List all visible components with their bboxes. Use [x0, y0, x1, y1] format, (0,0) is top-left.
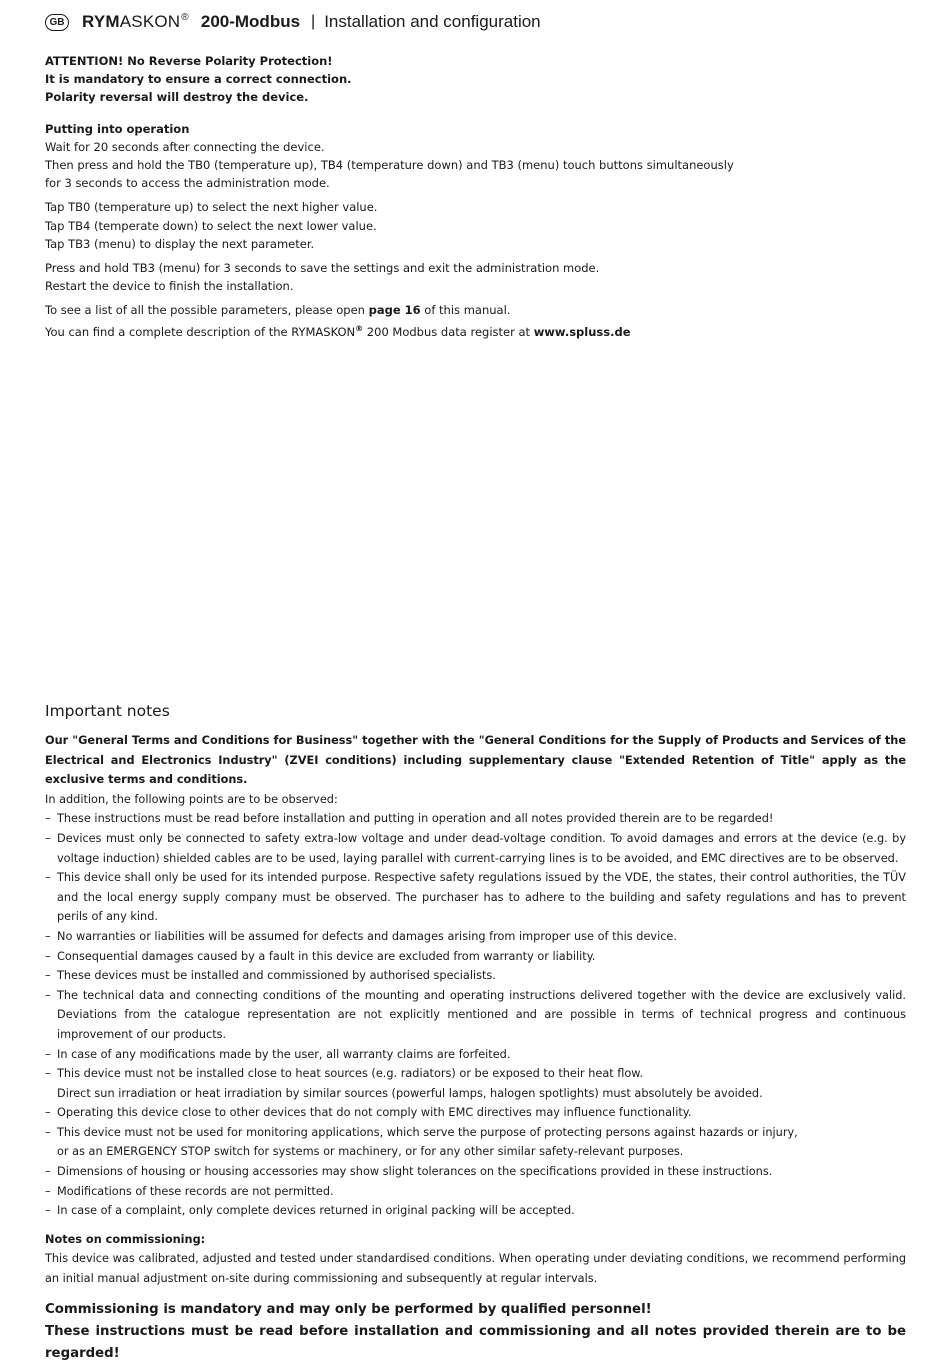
list-item: – No warranties or liabilities will be assumed for defects and damages arising from improper use of this device. — [45, 929, 677, 943]
commissioning-title: Notes on commissioning: — [45, 1232, 206, 1246]
model-name: 200-Modbus — [200, 12, 301, 31]
list-item: – Modifications of these records are not permitted. — [45, 1184, 334, 1198]
attention-line-2: It is mandatory to ensure a correct connection. — [45, 72, 352, 87]
list-item: – These instructions must be read before installation and putting in operation and all notes provided therein are to be regarded! — [45, 812, 774, 826]
registered-mark: ® — [181, 12, 189, 23]
list-item: – Consequential damages caused by a fault in this device are excluded from warranty or liability. — [45, 949, 596, 963]
list-item: – In case of a complaint, only complete devices returned in original packing will be accepted. — [45, 1204, 575, 1218]
list-item: – Devices must only be connected to safety extra-low voltage and under dead-voltage condition. To avoid damages and errors at the device (e.g. by voltage induction) shielded cables are to be used, laying parallel with current-carrying lines is to be avoided, and EMC directives are to be observed. — [45, 831, 906, 865]
list-item: – These devices must be installed and commissioned by authorised specialists. — [45, 969, 496, 983]
final-notice: Commissioning is mandatory and may only be performed by qualified personnel! These instructions must be read before installation and commissioning and all notes provided therein are to be regarded! — [45, 1301, 906, 1361]
list-item: – Dimensions of housing or housing accessories may show slight tolerances on the specifications provided in these instructions. — [45, 1165, 773, 1179]
terms-paragraph: Our "General Terms and Conditions for Business" together with the "General Conditions for the Supply of Products and Services of the Electrical and Electronics Industry" (ZVEI conditions) including supplementary clause "Extended Retention of Title" apply as the exclusive terms and conditions. — [45, 734, 906, 787]
parameters-reference: To see a list of all the possible parameters, please open page 16 of this manual. — [45, 303, 511, 318]
registered-mark: ® — [355, 323, 364, 333]
operation-line: Wait for 20 seconds after connecting the device. — [45, 139, 325, 154]
brand-name — [82, 12, 189, 32]
intro-line: In addition, the following points are to be observed: — [45, 792, 338, 806]
language-badge: GB — [45, 14, 69, 31]
header-separator: | — [311, 13, 316, 30]
brand-rest: ASKON — [119, 12, 181, 31]
operation-line: for 3 seconds to access the administration mode. — [45, 176, 330, 191]
register-reference: You can find a complete description of the RYMASKON® 200 Modbus data register at www.spluss.de — [45, 323, 631, 339]
list-item: – This device shall only be used for its intended purpose. Respective safety regulations issued by the VDE, the states, their control authorities, the TÜV and the local energy supply company must be observed. The purchaser has to adhere to the building and safety regulations and has to prevent perils of any kind. — [45, 871, 906, 924]
list-item: – This device must not be used for monitoring applications, which serve the purpose of protecting persons against hazards or injury, or as an EMERGENCY STOP switch for systems or machinery, or for any other similar safety-relevant purposes. — [45, 1125, 798, 1159]
page-reference: page 16 — [368, 303, 421, 318]
page-header — [45, 10, 541, 34]
important-notes-section — [45, 700, 906, 1365]
operation-title: Putting into operation — [45, 121, 190, 136]
setup-section — [45, 52, 915, 341]
section-title: Important notes — [45, 702, 170, 720]
save-instruction: Restart the device to finish the installation. — [45, 279, 294, 294]
commissioning-text: This device was calibrated, adjusted and tested under standardised conditions. When operating under deviating conditions, we recommend performing an initial manual adjustment on-site during commissioning and subsequently at regular intervals. — [45, 1252, 906, 1286]
list-item: – Operating this device close to other devices that do not comply with EMC directives may influence functionality. — [45, 1106, 692, 1120]
tap-instruction: Tap TB3 (menu) to display the next parameter. — [45, 236, 315, 251]
list-item: – In case of any modifications made by the user, all warranty claims are forfeited. — [45, 1047, 511, 1061]
tap-instruction: Tap TB4 (temperate down) to select the next lower value. — [45, 218, 377, 233]
page-subtitle: Installation and configuration — [324, 12, 541, 31]
notes-list — [45, 809, 906, 1220]
list-item: – The technical data and connecting conditions of the mounting and operating instructions delivered together with the device are exclusively valid. Deviations from the catalogue representation are not explicitly mentioned and are possible in terms of technical progress and continuous improvement of our products. — [45, 988, 906, 1041]
tap-instruction: Tap TB0 (temperature up) to select the next higher value. — [45, 200, 378, 215]
attention-line-3: Polarity reversal will destroy the device. — [45, 90, 309, 105]
attention-line-1: ATTENTION! No Reverse Polarity Protection! — [45, 54, 333, 68]
save-instruction: Press and hold TB3 (menu) for 3 seconds to save the settings and exit the administration mode. — [45, 261, 600, 276]
operation-line: Then press and hold the TB0 (temperature up), TB4 (temperature down) and TB3 (menu) touch buttons simultaneously — [45, 158, 734, 173]
website-link[interactable]: www.spluss.de — [533, 324, 631, 339]
list-item: – This device must not be installed close to heat sources (e.g. radiators) or be exposed to their heat flow. Direct sun irradiation or heat irradiation by similar sources (powerful lamps, halogen spotlights) must absolutely be avoided. — [45, 1067, 763, 1100]
brand-bold: RYM — [82, 12, 120, 31]
